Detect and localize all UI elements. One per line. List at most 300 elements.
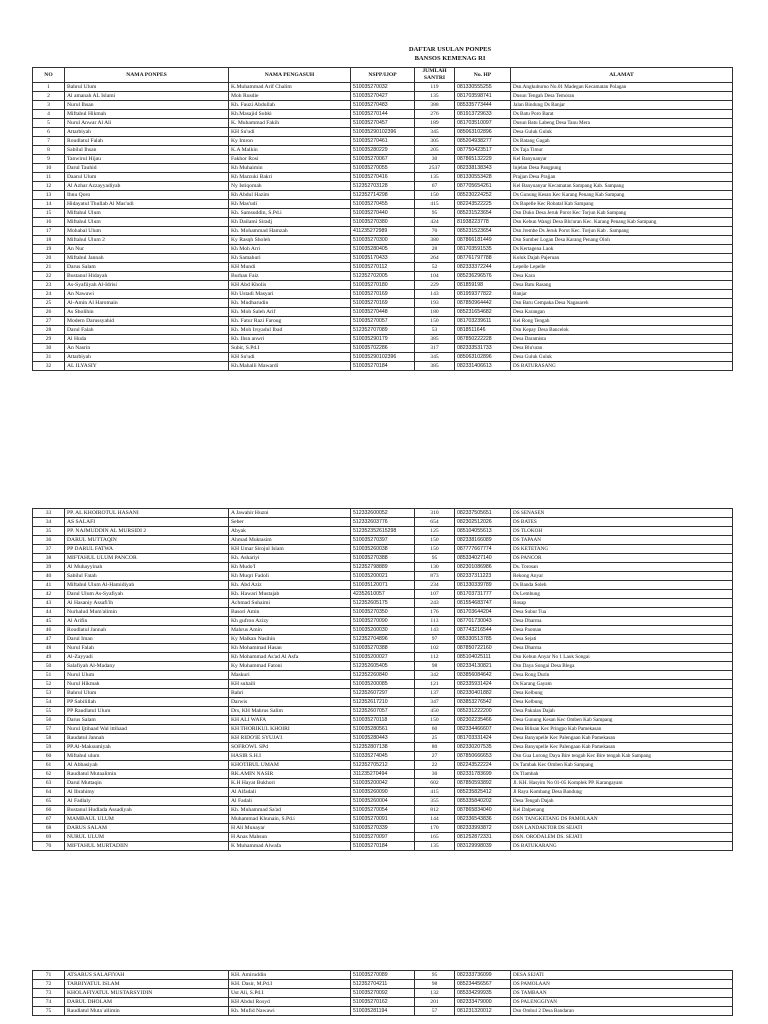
cell-nspp: 512352607297 [351,689,415,698]
cell-nama-pengasuh: KH Su'udi [229,128,351,137]
cell-no: 60 [33,752,65,761]
cell-nspp: 510335274045 [351,752,415,761]
table-row [33,173,733,182]
cell-jumlah-santri: 121 [415,680,455,689]
cell-nspp: 512352704211 [351,980,415,989]
cell-no-hp: 082243522225 [455,200,511,209]
cell-alamat: DS TLOKOH [511,527,733,536]
cell-no-hp: 082336543836 [455,815,511,824]
cell-no-hp: 087777667774 [455,545,511,554]
cell-alamat: DS BATURASANG [511,362,733,371]
cell-alamat: Injelan Desa Pangpung [511,164,733,173]
cell-nspp: 510035270184 [351,362,415,371]
cell-nama-pengasuh: Kh gufron Azizy [229,617,351,626]
header-nama-ponpes: NAMA PONPES [65,68,229,83]
cell-no-hp: 081703239611 [455,317,511,326]
cell-no: 10 [33,164,65,173]
table-row [33,599,733,608]
cell-no: 34 [33,518,65,527]
cell-nama-ponpes: DARUL MUTTAQIN [65,536,229,545]
cell-jumlah-santri: 70 [415,227,455,236]
cell-alamat: Dsn Kebun Anyar No 1 Laok Songai [511,653,733,662]
cell-no: 18 [33,236,65,245]
cell-no-hp: 082301086986 [455,563,511,572]
cell-nspp: 512352617210 [351,698,415,707]
cell-alamat: Desa Batu Rasang [511,281,733,290]
cell-no-hp: 083856084642 [455,671,511,680]
cell-jumlah-santri: 201 [415,998,455,1007]
cell-alamat: Ds Lembung [511,590,733,599]
cell-no-hp: 085236296576 [455,272,511,281]
cell-nama-pengasuh: Kh. Mufid Nawawi [229,1007,351,1016]
cell-alamat: DS PANCOR [511,554,733,563]
table-row [33,653,733,662]
cell-no-hp: 081703598741 [455,92,511,101]
cell-jumlah-santri: 95 [415,209,455,218]
table-row [33,263,733,272]
cell-alamat: Ds Taja Timur [511,146,733,155]
cell-alamat: Desa Kelbung [511,698,733,707]
cell-alamat: Desa Karangan [511,308,733,317]
cell-nspp: 512352607057 [351,707,415,716]
cell-nama-pengasuh: Kh Ustadi Masyari [229,290,351,299]
cell-nama-ponpes: Al-Zayyadi [65,653,229,662]
cell-no-hp: 087850666653 [455,752,511,761]
cell-nama-ponpes: Nurul Ihsan [65,101,229,110]
cell-nama-ponpes: Darus Salam [65,263,229,272]
cell-no: 57 [33,725,65,734]
cell-jumlah-santri: 150 [415,716,455,725]
cell-alamat: Dsn Gua Lorong Daya Bire tengah Kec Bire tengah Kab Sampang [511,752,733,761]
cell-nama-pengasuh: KH Mundi [229,263,351,272]
table-row [33,989,733,998]
table-row [33,572,733,581]
cell-alamat: Dsn Daya Songai Desa Blega [511,662,733,671]
cell-alamat: Ds Batu Poro Barat [511,110,733,119]
cell-nspp: 510035260090 [351,788,415,797]
cell-nama-ponpes: Ihnu Qoro [65,191,229,200]
cell-nama-ponpes: MAMBAUL ULUM [65,815,229,824]
cell-nspp: 512352704896 [351,635,415,644]
cell-alamat: Desa Banyupelle Kec Palengaan Kab Pamekasan [511,743,733,752]
cell-jumlah-santri: 107 [415,590,455,599]
cell-no: 17 [33,227,65,236]
cell-jumlah-santri: 424 [415,218,455,227]
cell-no: 16 [33,218,65,227]
cell-no: 62 [33,770,65,779]
cell-nspp: 510035270455 [351,200,415,209]
cell-no: 58 [33,734,65,743]
cell-nama-pengasuh: Basori Amin [229,608,351,617]
cell-nspp: 510035270057 [351,317,415,326]
cell-jumlah-santri: 189 [415,119,455,128]
cell-jumlah-santri: 415 [415,200,455,209]
cell-alamat: Desa Rong Durin [511,671,733,680]
cell-nama-ponpes: PP.Al-Maksumiyah [65,743,229,752]
cell-nama-ponpes: Miftahul Ulum [65,209,229,218]
cell-nama-ponpes: Al Arifin [65,617,229,626]
cell-no-hp: 082337505651 [455,509,511,518]
cell-nama-ponpes: AL ILYASIY [65,362,229,371]
cell-alamat: DS TAMBAAN [511,989,733,998]
table-row [33,779,733,788]
cell-nama-pengasuh: Ky Imron [229,137,351,146]
cell-jumlah-santri: 385 [415,335,455,344]
cell-alamat: Jl. KH. Hasyim No 01-05 Komplek PP. Karangayam [511,779,733,788]
cell-alamat: DSN TANGKETANG DS PAMOLAAN [511,815,733,824]
cell-nama-pengasuh: H Anas Mahsun [229,833,351,842]
cell-alamat: Kel Dalpenang [511,806,733,815]
cell-jumlah-santri: 98 [415,980,455,989]
table-row [33,980,733,989]
cell-no: 36 [33,536,65,545]
cell-no: 50 [33,662,65,671]
ponpes-table-1 [32,67,733,371]
cell-nspp: 512352605175 [351,599,415,608]
cell-nspp: 510035270397 [351,536,415,545]
cell-alamat: Desa Banyupelle Kec Palengaan Kab Pamekasan [511,734,733,743]
cell-alamat: Desa Subur Tua [511,608,733,617]
cell-nama-pengasuh: Ky Muhammad Fatoni [229,662,351,671]
table-row [33,299,733,308]
cell-no: 5 [33,119,65,128]
table-row [33,218,733,227]
cell-nspp: 510035270388 [351,554,415,563]
cell-nspp: 510035270089 [351,971,415,980]
cell-nama-pengasuh: Seber [229,518,351,527]
cell-nspp: 510035200027 [351,653,415,662]
cell-no-hp: 082333531733 [455,344,511,353]
table-row [33,137,733,146]
table-row [33,824,733,833]
cell-alamat: Dsn Ombul 2 Desa Bandaran [511,1007,733,1016]
cell-nama-ponpes: Al Azhar Azzayyadiyah [65,182,229,191]
cell-alamat: Rosap [511,599,733,608]
cell-nspp: 510035260038 [351,545,415,554]
cell-jumlah-santri: 112 [415,653,455,662]
cell-nama-pengasuh: Kh.Mahalli Mawardi [229,362,351,371]
cell-alamat: Desa Dharma [511,644,733,653]
table-row [33,581,733,590]
cell-no-hp: 081231320012 [455,1007,511,1016]
cell-nama-ponpes: Bustanul Hidayah [65,272,229,281]
cell-jumlah-santri: 170 [415,824,455,833]
cell-no: 7 [33,137,65,146]
table-row [33,590,733,599]
table-row [33,182,733,191]
cell-no-hp: 085104025111 [455,653,511,662]
cell-nama-ponpes: Hidayatul Thullab Al Mas'udi [65,200,229,209]
page-title: DAFTAR USULAN PONPES [408,46,492,53]
table-row [33,644,733,653]
cell-nspp: 510035200042 [351,779,415,788]
cell-alamat: Dusun Batu Labeng Desa Tanu Mera [511,119,733,128]
cell-jumlah-santri: 264 [415,254,455,263]
cell-nama-ponpes: Raudatul Jannah [65,734,229,743]
cell-nama-ponpes: Sabilul Ihsan [65,146,229,155]
cell-nama-ponpes: Nurhalud Mum'alimin [65,608,229,617]
cell-nama-pengasuh: H Ali Munayar [229,824,351,833]
cell-nama-ponpes: Daarul Ulum [65,173,229,182]
cell-nspp: 510035270097 [351,833,415,842]
cell-jumlah-santri: 95 [415,554,455,563]
table-row [33,191,733,200]
table-row [33,110,733,119]
cell-nama-ponpes: Al Ibrahimy [65,788,229,797]
table-row [33,317,733,326]
cell-no-hp: 081703731777 [455,590,511,599]
cell-nama-pengasuh: Fakhor Rosi [229,155,351,164]
cell-no: 42 [33,590,65,599]
cell-jumlah-santri: 812 [415,806,455,815]
cell-jumlah-santri: 276 [415,110,455,119]
cell-nspp: 510035270339 [351,824,415,833]
cell-jumlah-santri: 135 [415,842,455,851]
cell-no: 51 [33,671,65,680]
cell-alamat: Ds Tambak Kec Omben Kab Sampang [511,761,733,770]
table-row [33,290,733,299]
cell-nama-pengasuh: Kh. Ashariyi [229,554,351,563]
cell-alamat: DS PALENGGIYAN [511,998,733,1007]
cell-nama-pengasuh: K.A Malkin [229,146,351,155]
table-row [33,761,733,770]
cell-nspp: 510035270169 [351,299,415,308]
cell-no: 49 [33,653,65,662]
table-row [33,626,733,635]
cell-nama-ponpes: Al Muhayyinah [65,563,229,572]
cell-nspp: 510035270032 [351,83,415,92]
cell-nspp: 510035280443 [351,734,415,743]
cell-nama-ponpes: An Nur [65,245,229,254]
cell-no: 19 [33,245,65,254]
cell-nama-pengasuh: Kh. Mudharudin [229,299,351,308]
cell-nama-ponpes: PP. AL KHOIROTUL HASANI [65,509,229,518]
cell-jumlah-santri: 229 [415,281,455,290]
cell-nama-ponpes: Bustanul Hudlada Assadiyah [65,806,229,815]
cell-nama-pengasuh: K Muhammad Alwafa [229,842,351,851]
cell-nspp: 510035270118 [351,716,415,725]
table-row [33,536,733,545]
cell-nama-pengasuh: Kh. Fatur Razi Faroug [229,317,351,326]
cell-jumlah-santri: 119 [415,83,455,92]
cell-jumlah-santri: 98 [415,662,455,671]
cell-alamat: DS SENASEN [511,509,733,518]
cell-no: 21 [33,263,65,272]
table-row [33,362,733,371]
header-nspp: NSPP/IJOP [351,68,415,83]
cell-no-hp: 085234456567 [455,980,511,989]
cell-jumlah-santri: 345 [415,128,455,137]
table-row [33,842,733,851]
cell-no-hp: 085330513785 [455,635,511,644]
cell-jumlah-santri: 305 [415,137,455,146]
cell-alamat: Jl Raya Kombang Desa Bandung [511,788,733,797]
cell-jumlah-santri: 380 [415,236,455,245]
cell-nspp: 510035290179 [351,335,415,344]
cell-no: 32 [33,362,65,371]
table-header-row [33,68,733,83]
cell-nama-ponpes: Al Abbasiyah [65,761,229,770]
cell-no-hp: 081703510097 [455,119,511,128]
cell-jumlah-santri: 317 [415,344,455,353]
cell-nama-ponpes: Attarbiyah [65,128,229,137]
header-no: NO [33,68,65,83]
cell-nspp: 510035260004 [351,797,415,806]
cell-nama-pengasuh: KH Abd Kholis [229,281,351,290]
table-row [33,254,733,263]
cell-jumlah-santri: 165 [415,833,455,842]
table-row [33,563,733,572]
cell-nama-pengasuh: Kh Moh Arri [229,245,351,254]
cell-jumlah-santri: 2537 [415,164,455,173]
cell-jumlah-santri: 180 [415,308,455,317]
cell-no: 26 [33,308,65,317]
cell-no-hp: 081703644204 [455,608,511,617]
cell-no: 63 [33,779,65,788]
cell-no-hp: 087705654261 [455,182,511,191]
cell-nama-ponpes: Miftahul Ulum [65,218,229,227]
cell-no: 43 [33,599,65,608]
cell-no-hp: 085334027140 [455,554,511,563]
cell-no: 73 [33,989,65,998]
cell-no: 1 [33,83,65,92]
cell-no-hp: 085063102896 [455,128,511,137]
cell-alamat: Desa Guluk Guluk [511,353,733,362]
cell-nspp: 510035270300 [351,236,415,245]
cell-nama-pengasuh: KH Su'udi [229,353,351,362]
table-row [33,635,733,644]
cell-nama-ponpes: Al amanah AL Islami [65,92,229,101]
cell-no-hp: 087866181449 [455,236,511,245]
table-row [33,608,733,617]
cell-nama-pengasuh: Kh. Ihsn anwri [229,335,351,344]
cell-nama-ponpes: Al Huda [65,335,229,344]
cell-alamat: Ds Karang Gayam [511,680,733,689]
cell-jumlah-santri: 347 [415,698,455,707]
cell-no-hp: 081859198 [455,281,511,290]
cell-nama-pengasuh: Darwis [229,698,351,707]
cell-nspp: 510035270483 [351,101,415,110]
cell-nspp: 512352705212 [351,761,415,770]
cell-nama-pengasuh: KH ALI WAFA [229,716,351,725]
cell-no-hp: 087750423517 [455,146,511,155]
table-row [33,128,733,137]
cell-nama-pengasuh: Moh Rusdie [229,92,351,101]
cell-no: 30 [33,344,65,353]
cell-nspp: 512352714298 [351,191,415,200]
table-row [33,119,733,128]
cell-no-hp: 085230224252 [455,191,511,200]
cell-no: 3 [33,101,65,110]
cell-nama-ponpes: Roudlatul Falah [65,137,229,146]
cell-no: 27 [33,317,65,326]
cell-nama-pengasuh: Drs, KH Mahrus Salim [229,707,351,716]
cell-no: 45 [33,617,65,626]
cell-jumlah-santri: 355 [415,797,455,806]
cell-jumlah-santri: 385 [415,362,455,371]
cell-jumlah-santri: 193 [415,299,455,308]
cell-nama-pengasuh: Kh Abdul Hazim [229,191,351,200]
cell-jumlah-santri: 27 [415,752,455,761]
cell-nama-ponpes: Miftahul Ulum 2 [65,236,229,245]
cell-nama-pengasuh: KH RIDO'IE SYUJA'I [229,734,351,743]
cell-alamat: Dsn Duko Desa Jeruk Porot Kec Torjun Kab Sampang [511,209,733,218]
cell-nama-pengasuh: Kh Mohammad Hasan [229,644,351,653]
cell-nspp: 510035200085 [351,680,415,689]
cell-nama-ponpes: Modern Darussyahid [65,317,229,326]
cell-no: 4 [33,110,65,119]
cell-no: 68 [33,824,65,833]
cell-nama-pengasuh: K.H Hayat Bukhori [229,779,351,788]
cell-no-hp: 081330555255 [455,83,511,92]
table-row [33,545,733,554]
cell-nama-ponpes: An Nawawi [65,290,229,299]
cell-no-hp: 085231523654 [455,227,511,236]
table-row [33,83,733,92]
cell-nama-ponpes: KHOLAFIYATUL MUSTARSYIDIN [65,989,229,998]
cell-no: 40 [33,572,65,581]
cell-nama-ponpes: Darul Falah [65,326,229,335]
cell-alamat: DS BATUKARANG [511,842,733,851]
cell-no: 37 [33,545,65,554]
cell-nspp: 510035270380 [351,218,415,227]
cell-alamat: Ds Banda Soleh [511,581,733,590]
cell-nama-pengasuh: K. Muhammad Fakih [229,119,351,128]
cell-alamat: Desa Pakalan Dajah [511,707,733,716]
cell-jumlah-santri: 144 [415,815,455,824]
cell-nama-pengasuh: Ahmad Muktasim [229,536,351,545]
cell-alamat: Jalan Bindung Ds Banjar [511,101,733,110]
cell-nama-pengasuh: Kh Dailami Siradj [229,218,351,227]
cell-nama-ponpes: DARUS SALAM [65,824,229,833]
cell-nama-pengasuh: Kh Mudo'I [229,563,351,572]
cell-no: 71 [33,971,65,980]
cell-nspp: 510035270090 [351,617,415,626]
cell-alamat: Ds. Torosan [511,563,733,572]
cell-nspp: 510035270067 [351,155,415,164]
cell-alamat: Ds Batang Gagah [511,137,733,146]
cell-no-hp: 087850222228 [455,335,511,344]
table-row [33,671,733,680]
cell-jumlah-santri: 143 [415,626,455,635]
cell-nama-pengasuh: Bahri [229,689,351,698]
cell-no: 70 [33,842,65,851]
cell-no-hp: 085104055613 [455,527,511,536]
cell-no-hp: 087850593892 [455,779,511,788]
cell-nspp: 510035270054 [351,806,415,815]
cell-jumlah-santri: 345 [415,353,455,362]
cell-nspp: 510035290102396 [351,353,415,362]
cell-nspp: 512332603776 [351,518,415,527]
cell-no-hp: 085235825412 [455,788,511,797]
cell-nama-pengasuh: KH Umar Sirojul Islam [229,545,351,554]
header-no-hp: No. HP [455,68,511,83]
cell-jumlah-santri: 150 [415,536,455,545]
cell-jumlah-santri: 95 [415,971,455,980]
cell-alamat: DS BATES [511,518,733,527]
cell-no: 46 [33,626,65,635]
table-row [33,164,733,173]
cell-jumlah-santri: 130 [415,563,455,572]
cell-alamat: Desa Paoman [511,626,733,635]
cell-nama-ponpes: Miftahul Ulum Al-Hamidiyah [65,581,229,590]
cell-nama-ponpes: Tanwirul Hijau [65,155,229,164]
cell-no-hp: 082335931424 [455,680,511,689]
cell-nama-pengasuh: RK.AMIN NASIR [229,770,351,779]
cell-no: 24 [33,290,65,299]
cell-nspp: 512352703128 [351,182,415,191]
cell-no: 67 [33,815,65,824]
